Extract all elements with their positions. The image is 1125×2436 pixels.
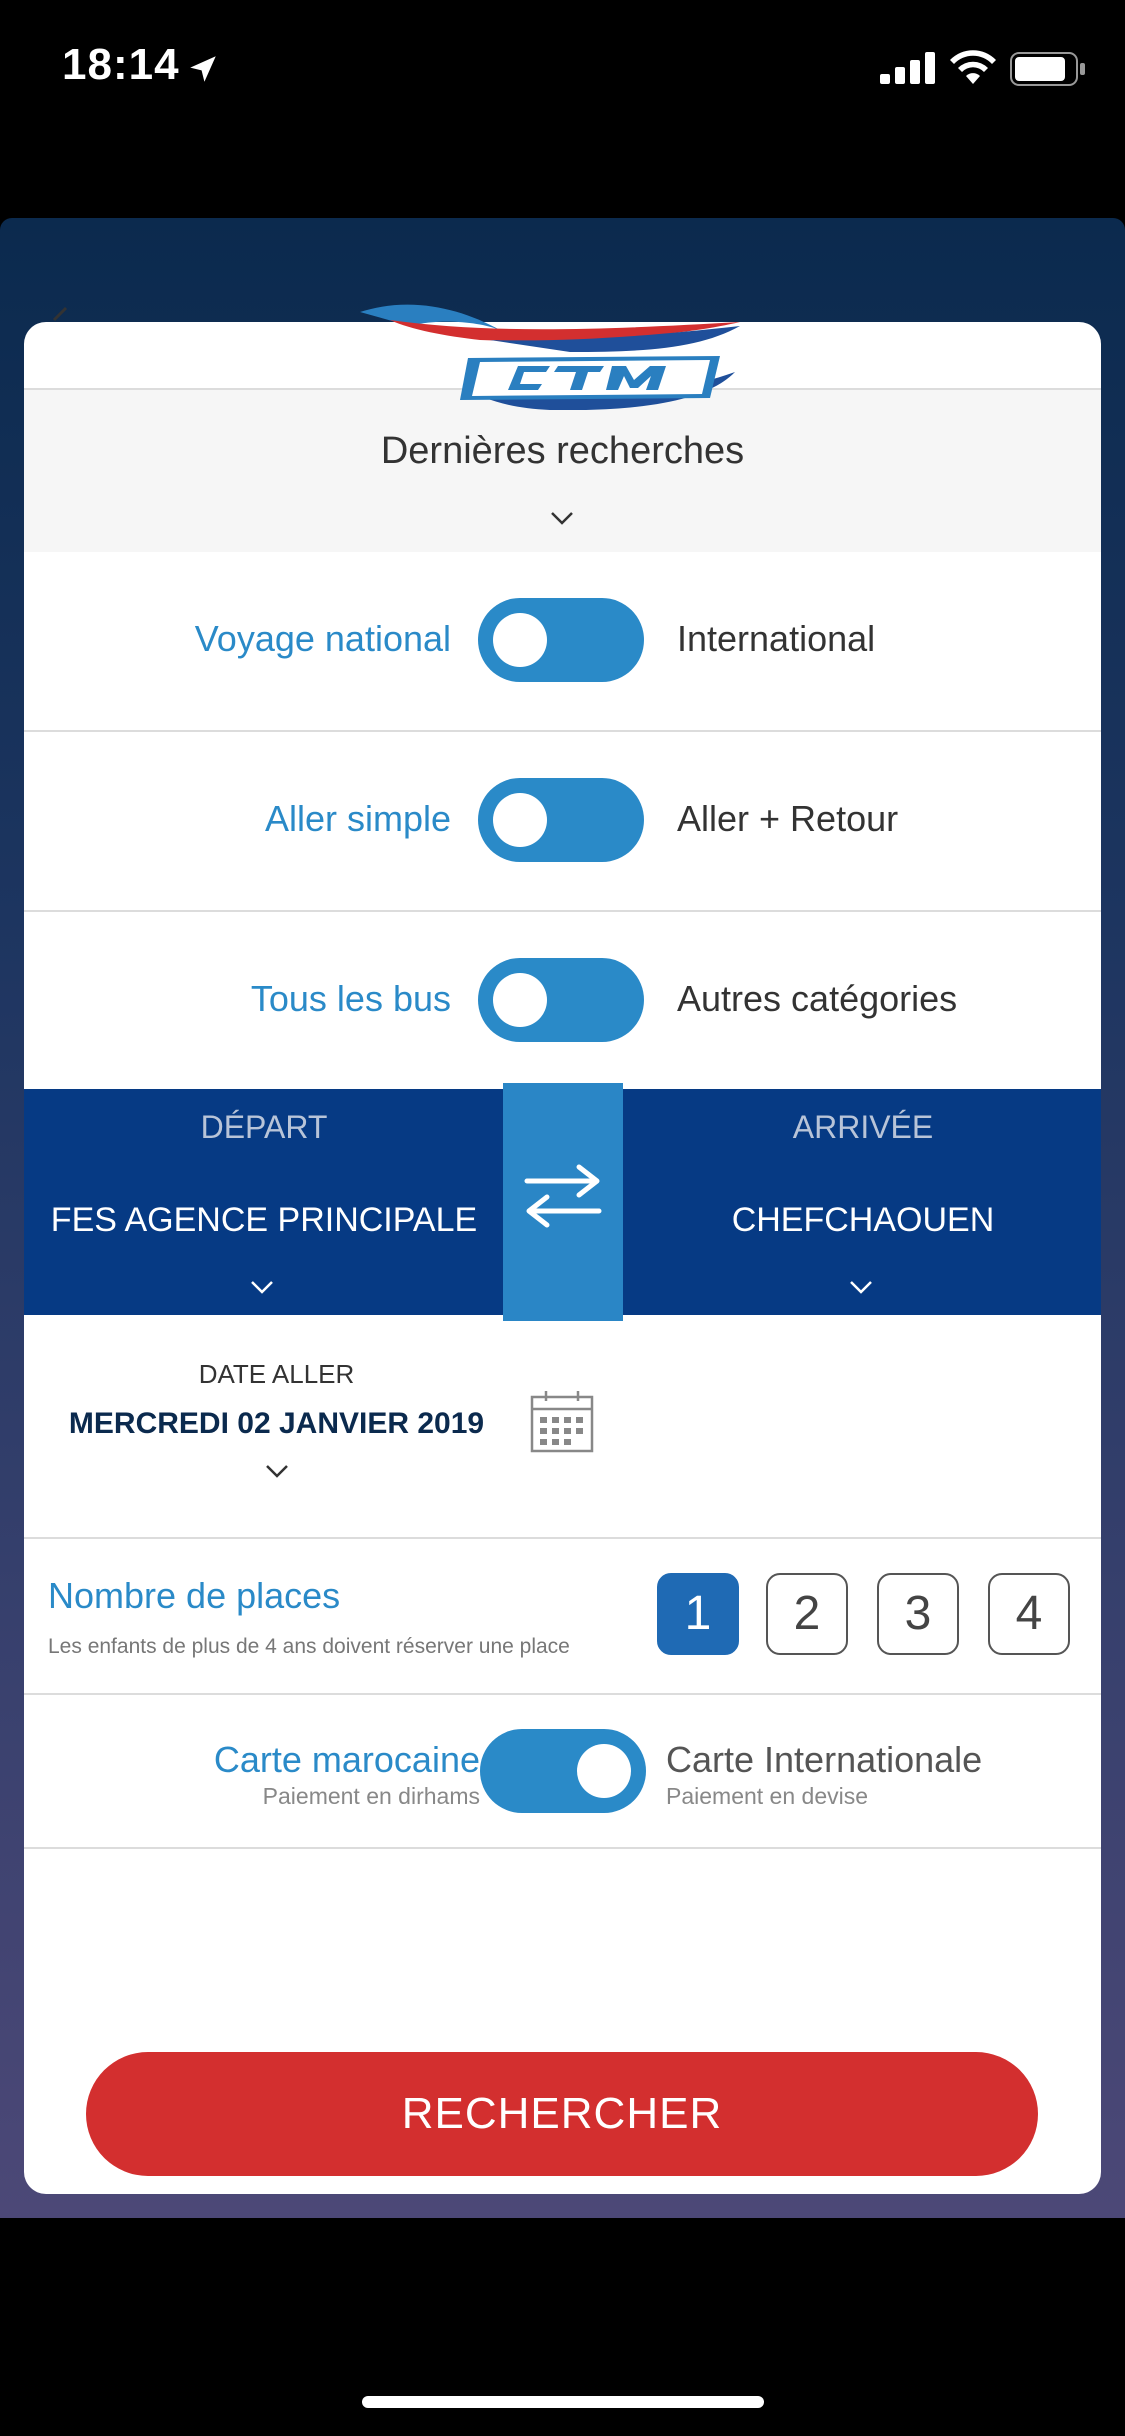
toggle-option-international[interactable]: International [677,618,876,659]
date-value: MERCREDI 02 JANVIER 2019 [68,1407,485,1440]
bus-category-switch[interactable] [478,958,644,1042]
switch-knob [493,973,547,1027]
status-time: 18:14 [62,40,180,89]
payment-option-moroccan-subtitle: Paiement en dirhams [262,1783,480,1809]
payment-option-international-subtitle: Paiement en devise [666,1783,869,1809]
arrival-value: CHEFCHAOUEN [731,1201,995,1239]
swap-route-button[interactable] [503,1083,623,1321]
switch-knob [577,1744,631,1798]
toggle-option-national[interactable]: Voyage national [194,618,451,659]
search-button[interactable]: RECHERCHER [86,2052,1038,2176]
seat-option-4[interactable]: 4 [988,1573,1070,1655]
payment-card-switch[interactable] [480,1729,646,1813]
payment-option-moroccan[interactable] [214,1739,480,1810]
chevron-down-icon [849,1279,873,1295]
departure-date-picker[interactable] [24,1315,1101,1539]
payment-option-international[interactable] [666,1739,982,1810]
location-arrow-icon [186,52,220,86]
home-indicator[interactable] [362,2396,764,2408]
toggle-option-other-categories[interactable]: Autres catégories [677,978,958,1019]
seat-option-2[interactable]: 2 [766,1573,848,1655]
chevron-down-icon [265,1463,289,1479]
calendar-icon[interactable] [530,1389,594,1453]
status-bar [0,0,1125,140]
bus-category-row [24,912,1101,1092]
trip-type-row [24,732,1101,912]
wifi-icon [948,50,998,86]
departure-value: FES AGENCE PRINCIPALE [50,1201,478,1239]
search-card [24,322,1101,2194]
route-selector [24,1089,1101,1315]
recent-searches-title: Dernières recherches [380,430,745,472]
arrival-selector[interactable] [623,1089,1101,1315]
toggle-option-all-buses[interactable]: Tous les bus [250,978,451,1019]
ctm-logo [350,300,750,410]
departure-selector[interactable] [24,1089,504,1315]
switch-knob [493,793,547,847]
battery-icon [1010,52,1086,86]
seat-option-3[interactable]: 3 [877,1573,959,1655]
switch-knob [493,613,547,667]
trip-scope-row [24,552,1101,732]
back-chevron-icon[interactable] [46,306,74,334]
seat-count-title: Nombre de places [48,1575,341,1616]
toggle-option-one-way[interactable]: Aller simple [264,798,451,839]
trip-type-switch[interactable] [478,778,644,862]
departure-label: DÉPART [200,1109,328,1145]
arrival-label: ARRIVÉE [792,1109,934,1145]
payment-option-moroccan-title: Carte marocaine [213,1739,480,1780]
seat-option-1[interactable]: 1 [657,1573,739,1655]
date-label: DATE ALLER [198,1359,355,1389]
seat-count-row [24,1539,1101,1695]
payment-option-international-title: Carte Internationale [666,1739,983,1780]
seat-count-subtitle: Les enfants de plus de 4 ans doivent réserver une place [48,1635,570,1658]
toggle-option-round-trip[interactable]: Aller + Retour [677,798,899,839]
trip-scope-switch[interactable] [478,598,644,682]
signal-icon [880,52,936,84]
recent-searches[interactable] [24,388,1101,554]
chevron-down-icon [550,510,574,526]
payment-card-row [24,1693,1101,1849]
swap-arrows-icon [521,1161,605,1231]
chevron-down-icon [250,1279,274,1295]
